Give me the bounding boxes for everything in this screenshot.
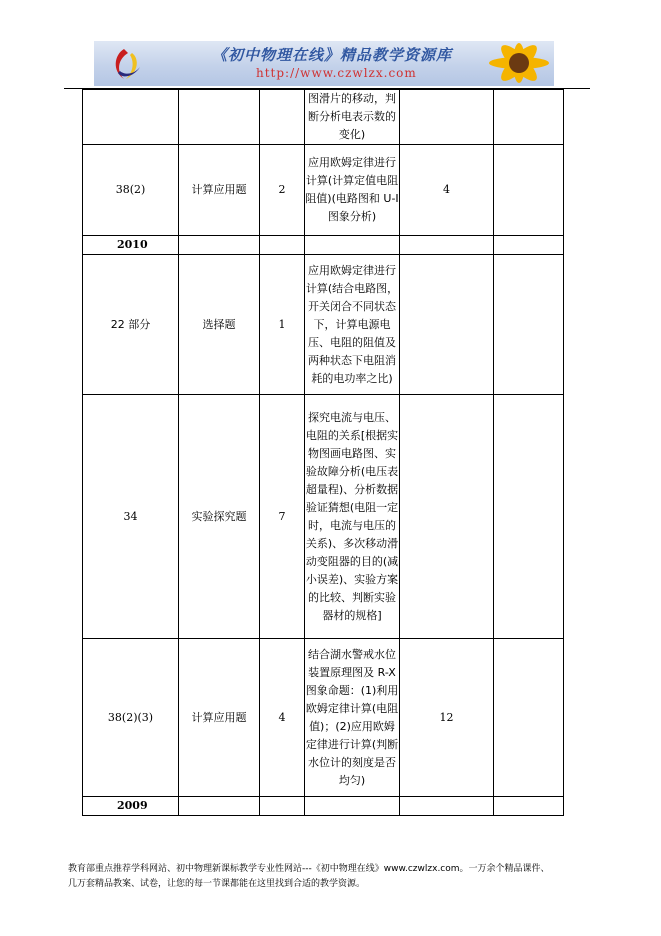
cell-id: 34 [83, 395, 179, 639]
cell-extra: 12 [400, 639, 494, 797]
cell-type: 计算应用题 [179, 145, 260, 236]
cell-desc: 结合湖水警戒水位装置原理图及 R-X 图象命题：(1)利用欧姆定律计算(电阻值)；(2)应用欧姆定律进行计算(判断水位计的刻度是否均匀) [305, 639, 400, 797]
table-row [83, 90, 564, 145]
logo-icon [94, 41, 154, 86]
footer-line-2: 几万套精品教案、试卷，让您的每一节课都能在这里找到合适的教学资源。 [68, 879, 366, 889]
year-row [83, 797, 564, 816]
cell-type: 计算应用题 [179, 639, 260, 797]
cell-score: 2 [260, 145, 305, 236]
table-row [83, 145, 564, 236]
banner-url[interactable]: http://www.czwlzx.com [256, 66, 417, 80]
cell-desc: 图滑片的移动，判断分析电表示数的变化) [305, 90, 400, 145]
cell-score: 7 [260, 395, 305, 639]
footer-line-1: 教育部重点推荐学科网站、初中物理新课标教学专业性网站---《初中物理在线》www.czwlzx.com。一万余个精品课件、 [68, 864, 550, 874]
cell-extra [400, 255, 494, 395]
year-label: 2010 [83, 236, 179, 255]
cell-extra: 4 [400, 145, 494, 236]
year-row [83, 236, 564, 255]
sunflower-icon [484, 41, 554, 86]
footer [68, 862, 608, 892]
table-row [83, 255, 564, 395]
cell-last [494, 90, 564, 145]
cell-last [494, 639, 564, 797]
cell-type: 选择题 [179, 255, 260, 395]
cell-last [494, 255, 564, 395]
cell-extra [400, 395, 494, 639]
table-row [83, 639, 564, 797]
cell-id: 38(2) [83, 145, 179, 236]
cell-type: 实验探究题 [179, 395, 260, 639]
table-row [83, 395, 564, 639]
banner-title: 《初中物理在线》精品教学资源库 [212, 46, 453, 64]
cell-desc: 应用欧姆定律进行计算(结合电路图，开关闭合不同状态下，计算电源电压、电阻的阻值及两种状态下电阻消耗的电功率之比) [305, 255, 400, 395]
cell-last [494, 395, 564, 639]
cell-last [494, 145, 564, 236]
cell-type [179, 90, 260, 145]
year-label: 2009 [83, 797, 179, 816]
cell-score: 4 [260, 639, 305, 797]
cell-score [260, 90, 305, 145]
exam-table [82, 89, 564, 816]
cell-desc: 应用欧姆定律进行计算(计算定值电阻阻值)(电路图和 U-I 图象分析) [305, 145, 400, 236]
cell-extra [400, 90, 494, 145]
header-banner [94, 41, 554, 86]
cell-desc: 探究电流与电压、电阻的关系[根据实物图画电路图、实验故障分析(电压表超量程)、分析数据验证猜想(电阻一定时，电流与电压的关系)、多次移动滑动变阻器的目的(减小误差)、实验方案的比较、判断实验器材的规格] [305, 395, 400, 639]
cell-id: 22 部分 [83, 255, 179, 395]
cell-id: 38(2)(3) [83, 639, 179, 797]
cell-score: 1 [260, 255, 305, 395]
cell-id [83, 90, 179, 145]
